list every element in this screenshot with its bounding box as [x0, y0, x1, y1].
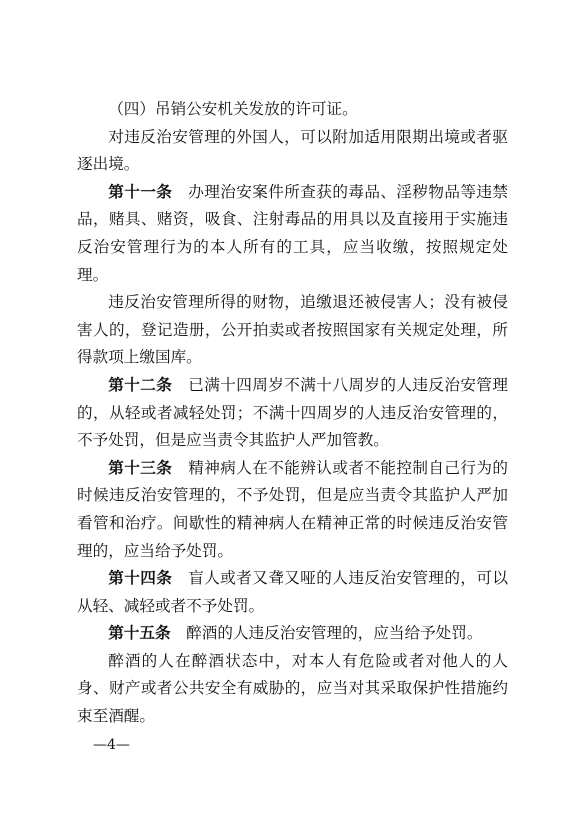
article-heading: 第十一条 [108, 182, 173, 201]
item-text: （四）吊销公安机关发放的许可证。 [108, 100, 358, 118]
article-text: 醉酒的人违反治安管理的，应当给予处罚。 [186, 624, 483, 643]
paragraph-text: 违反治安管理所得的财物，追缴退还被侵害人；没有被侵害人的，登记造册，公开拍卖或者按照国家有关规定处理，所得款项上缴国库。 [77, 293, 508, 367]
document-body [77, 96, 508, 731]
article-12 [77, 372, 508, 455]
article-heading: 第十三条 [108, 458, 173, 477]
page-number: —4— [93, 737, 130, 753]
article-15-paragraph-2 [77, 648, 508, 731]
article-text: 精神病人在不能辨认或者不能控制自己行为的时候违反治安管理的，不予处罚，但是应当责令其监护人严加看管和治疗。间歇性的精神病人在精神正常的时候违反治安管理的，应当给予处罚。 [77, 458, 508, 560]
article-text: 已满十四周岁不满十八周岁的人违反治安管理的，从轻或者减轻处罚；不满十四周岁的人违反治安管理的，不予处罚，但是应当责令其监护人严加管教。 [77, 375, 508, 450]
article-11-paragraph-2 [77, 289, 508, 372]
article-text: 盲人或者又聋又哑的人违反治安管理的，可以从轻、减轻或者不予处罚。 [77, 569, 508, 615]
paragraph-foreigner-deportation [77, 124, 508, 179]
article-14 [77, 565, 508, 620]
article-15 [77, 620, 508, 648]
article-text: 办理治安案件所查获的毒品、淫秽物品等违禁品，赌具、赌资，吸食、注射毒品的用具以及直接用于实施违反治安管理行为的本人所有的工具，应当收缴，按照规定处理。 [77, 182, 508, 284]
article-13 [77, 455, 508, 565]
paragraph-text: 对违反治安管理的外国人，可以附加适用限期出境或者驱逐出境。 [77, 127, 508, 174]
paragraph-item-4 [77, 96, 508, 124]
article-heading: 第十四条 [108, 569, 173, 588]
paragraph-text: 醉酒的人在醉酒状态中，对本人有危险或者对他人的人身、财产或者公共安全有威胁的，应当对其采取保护性措施约束至酒醒。 [77, 651, 508, 726]
article-heading: 第十二条 [108, 375, 173, 394]
article-heading: 第十五条 [108, 624, 171, 643]
article-11 [77, 179, 508, 289]
